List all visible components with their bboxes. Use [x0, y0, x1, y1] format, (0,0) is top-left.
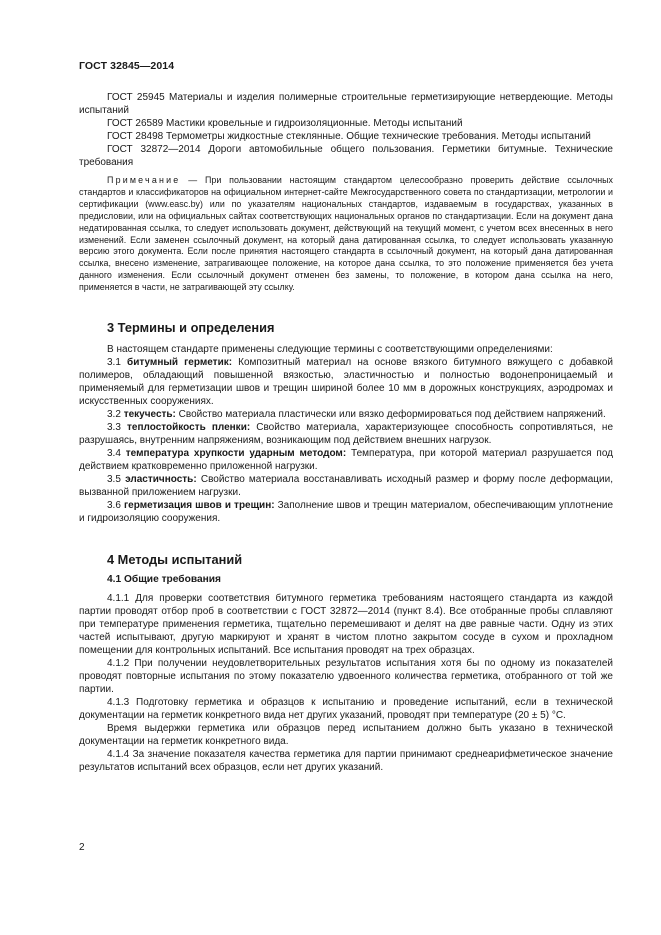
section-4-paragraph: 4.1.3 Подготовку герметика и образцов к испытанию и проведение испытаний, если в технической документации на герметик конкретного вида нет других указаний, проводят при температуре (20 ± 5) °С.	[79, 697, 613, 722]
term-name: герметизация швов и трещин:	[123, 500, 275, 512]
term-name: теплостойкость пленки:	[127, 422, 251, 434]
term-text: Свойство материала восстанавливать исходный размер и форму после деформации, вызванной приложением нагрузки.	[79, 474, 613, 499]
term-text: Температура, при которой материал разрушается под действием кратковременно приложенной нагрузки.	[79, 448, 613, 473]
reference-item: ГОСТ 32872—2014 Дороги автомобильные общего пользования. Герметики битумные. Технические требования	[79, 144, 613, 168]
term-text: Композитный материал на основе вязкого битумного вяжущего с добавкой полимеров, обладающий повышенной вязкостью, эластичностью и полностью водонепроницаемый и применяемый для герметизации швов и трещин шириной более 10 мм в дорожных конструкциях, аэродромах и искусственных сооружениях.	[79, 357, 614, 408]
term-definition	[79, 408, 613, 421]
section-3-intro: В настоящем стандарте применены следующие термины с соответствующими определениями:	[107, 344, 553, 356]
term-definition	[79, 447, 613, 473]
term-number: 3.1	[107, 357, 128, 369]
term-text: Свойство материала, характеризующее способность сопротивляться, не разрушаясь, внутренним напряжениям, возникающим под действием внешних нагрузок.	[79, 422, 614, 447]
reference-item: ГОСТ 28498 Термометры жидкостные стеклянные. Общие технические требования. Методы испытаний	[107, 131, 591, 142]
term-name: температура хрупкости ударным методом:	[125, 448, 347, 460]
reference-note	[79, 175, 613, 294]
term-name: битумный герметик:	[127, 357, 233, 369]
term-definition	[79, 421, 613, 447]
reference-item: ГОСТ 25945 Материалы и изделия полимерные строительные герметизирующие нетвердеющие. Методы испытаний	[79, 92, 613, 116]
term-number: 3.5	[107, 474, 126, 486]
section-3-title: 3 Термины и определения	[107, 320, 275, 336]
term-text: Свойство материала пластически или вязко деформироваться под действием напряжений.	[175, 409, 606, 421]
term-number: 3.3	[107, 422, 127, 434]
reference-item: ГОСТ 26589 Мастики кровельные и гидроизоляционные. Методы испытаний	[107, 118, 463, 129]
subsection-4-1-title: 4.1 Общие требования	[107, 574, 221, 586]
term-text: Заполнение швов и трещин материалом, обеспечивающим уплотнение и гидроизоляцию сооружения.	[79, 500, 614, 525]
term-name: эластичность:	[125, 474, 197, 486]
references-list	[79, 91, 613, 169]
term-name: текучесть:	[123, 409, 176, 421]
document-code-header: ГОСТ 32845—2014	[79, 60, 175, 72]
note-text: — При пользовании настоящим стандартом целесообразно проверить действие ссылочных стандартов и классификаторов на официальном интернет-сайте Межгосударственного совета по стандартизации, метрологии и сертификации (www.easc.by) или по указателям национальных стандартов, издаваемым в государствах, указанных в предисловии, или на официальных сайтах соответствующих национальных органов по стандартизации. Если на документ дана недатированная ссылка, то следует использовать документ, действующий на текущий момент, с учетом всех внесенных в него изменений. Если заменен ссылочный документ, на который дана датированная ссылка, то следует использовать указанную версию этого документа. Если после принятия настоящего стандарта в ссылочный документ, на который дана датированная ссылка, внесено изменение, затрагивающее положение, на которое дана ссылка, то это положение применяется без учета данного изменения. Если ссылочный документ отменен без замены, то положение, в котором дана ссылка на него, применяется в части, не затрагивающей эту ссылку.	[79, 175, 613, 293]
page-number: 2	[79, 842, 85, 853]
term-definition	[79, 356, 613, 408]
term-number: 3.6	[107, 500, 124, 512]
section-4-paragraph: 4.1.1 Для проверки соответствия битумного герметика требованиям настоящего стандарта из каждой партии проводят отбор проб в соответствии с ГОСТ 32872—2014 (пункт 8.4). Все отобранные пробы сплавляют при температуре применения герметика, тщательно перемешивают и делят на две равные части. Одну из этих частей испытывают, другую маркируют и хранят в чистом плотно закрытом сосуде в сухом и прохладном помещении для контрольных испытаний. Все испытания проводят на трех образцах.	[79, 593, 613, 657]
term-definition	[79, 499, 613, 525]
section-4-paragraph: 4.1.2 При получении неудовлетворительных результатов испытания хотя бы по одному из показателей проводят повторные испытания по этому показателю удвоенного количества герметика, отобранного от той же партии.	[79, 658, 613, 696]
section-4-title: 4 Методы испытаний	[107, 552, 243, 568]
section-4-paragraph: 4.1.4 За значение показателя качества герметика для партии принимают среднеарифметическое значение результатов испытаний всех образцов, если нет других указаний.	[79, 749, 613, 774]
term-number: 3.4	[107, 448, 126, 460]
page-content	[79, 91, 613, 774]
term-definition	[79, 473, 613, 499]
section-4-paragraph: Время выдержки герметика или образцов перед испытанием должно быть указано в технической документации на герметик конкретного вида.	[79, 723, 613, 748]
note-label: Примечание	[107, 175, 181, 185]
term-number: 3.2	[107, 409, 124, 421]
